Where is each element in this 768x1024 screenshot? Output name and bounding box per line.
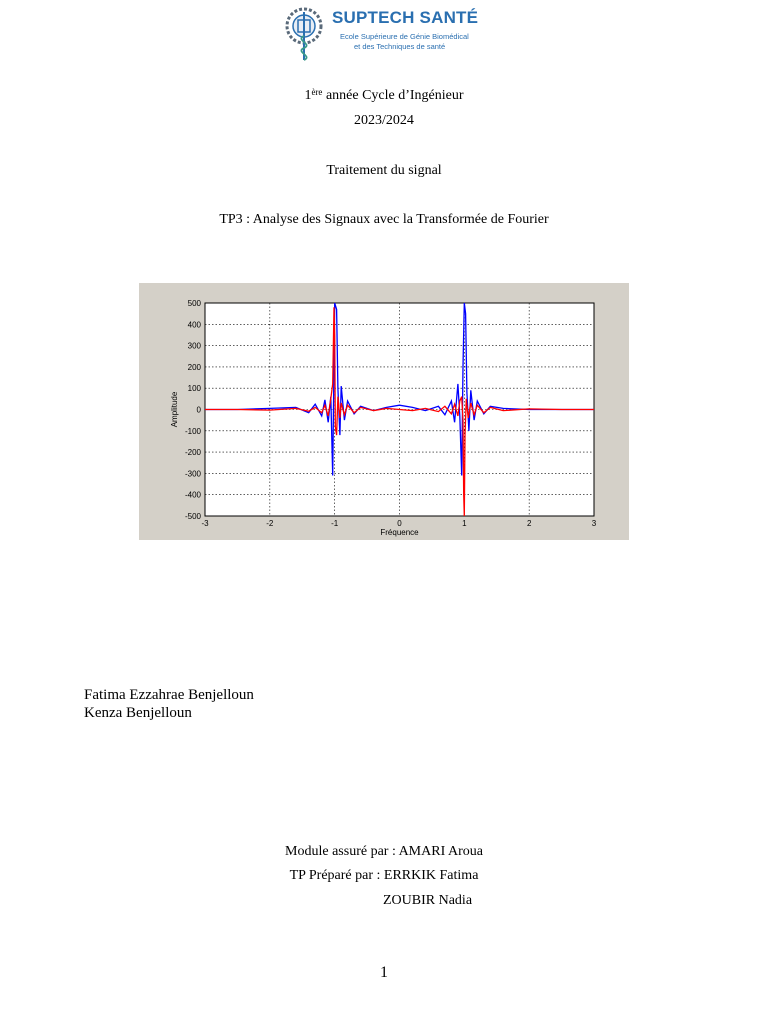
- y-tick-label: -200: [184, 448, 201, 458]
- prepared-second: ZOUBIR Nadia: [383, 893, 473, 908]
- y-tick-label: 0: [196, 405, 201, 415]
- x-axis-label: Fréquence: [380, 528, 419, 537]
- x-tick-label: -1: [331, 519, 339, 528]
- medical-emblem-icon: [280, 6, 328, 64]
- year-text: année Cycle d’Ingénieur: [322, 88, 464, 103]
- course-title: Traitement du signal: [326, 163, 442, 178]
- y-tick-label: -300: [184, 469, 201, 479]
- y-tick-label: -100: [184, 426, 201, 436]
- y-tick-label: 300: [187, 341, 201, 351]
- author-name: Fatima Ezzahrae Benjelloun: [84, 687, 254, 703]
- spectrum-chart: [139, 283, 629, 540]
- y-tick-label: 100: [187, 384, 201, 394]
- logo-subtitle-line1: Ecole Supérieure de Génie Biomédical: [340, 32, 469, 41]
- module-line: Module assuré par : AMARI Aroua: [285, 844, 483, 859]
- y-tick-label: 200: [187, 362, 201, 372]
- prepared-line: TP Préparé par : ERRKIK Fatima: [289, 868, 479, 883]
- logo-subtitle-line2: et des Techniques de santé: [354, 42, 446, 51]
- academic-year: 2023/2024: [354, 113, 414, 128]
- x-tick-label: 3: [591, 519, 597, 528]
- author-name: Kenza Benjelloun: [84, 705, 192, 721]
- x-tick-label: 1: [462, 519, 467, 528]
- tp-title: TP3 : Analyse des Signaux avec la Transformée de Fourier: [219, 212, 549, 227]
- year-line: [0, 87, 768, 105]
- x-tick-label: -3: [201, 519, 209, 528]
- year-number: 1: [304, 88, 312, 103]
- spectrum-figure: [139, 283, 629, 540]
- page-number: 1: [380, 964, 388, 981]
- school-logo: [280, 6, 480, 64]
- y-tick-label: -500: [184, 512, 201, 521]
- logo-title: SUPTECH SANTÉ: [332, 8, 479, 27]
- y-tick-label: 400: [187, 320, 201, 330]
- y-tick-label: 500: [187, 299, 201, 308]
- year-superscript: ère: [311, 87, 323, 97]
- authors-block: [84, 686, 254, 722]
- y-axis-label: Amplitude: [170, 391, 179, 428]
- x-tick-label: 0: [397, 519, 402, 528]
- x-tick-label: 2: [526, 519, 532, 528]
- x-tick-label: -2: [266, 519, 274, 528]
- y-tick-label: -400: [184, 490, 201, 500]
